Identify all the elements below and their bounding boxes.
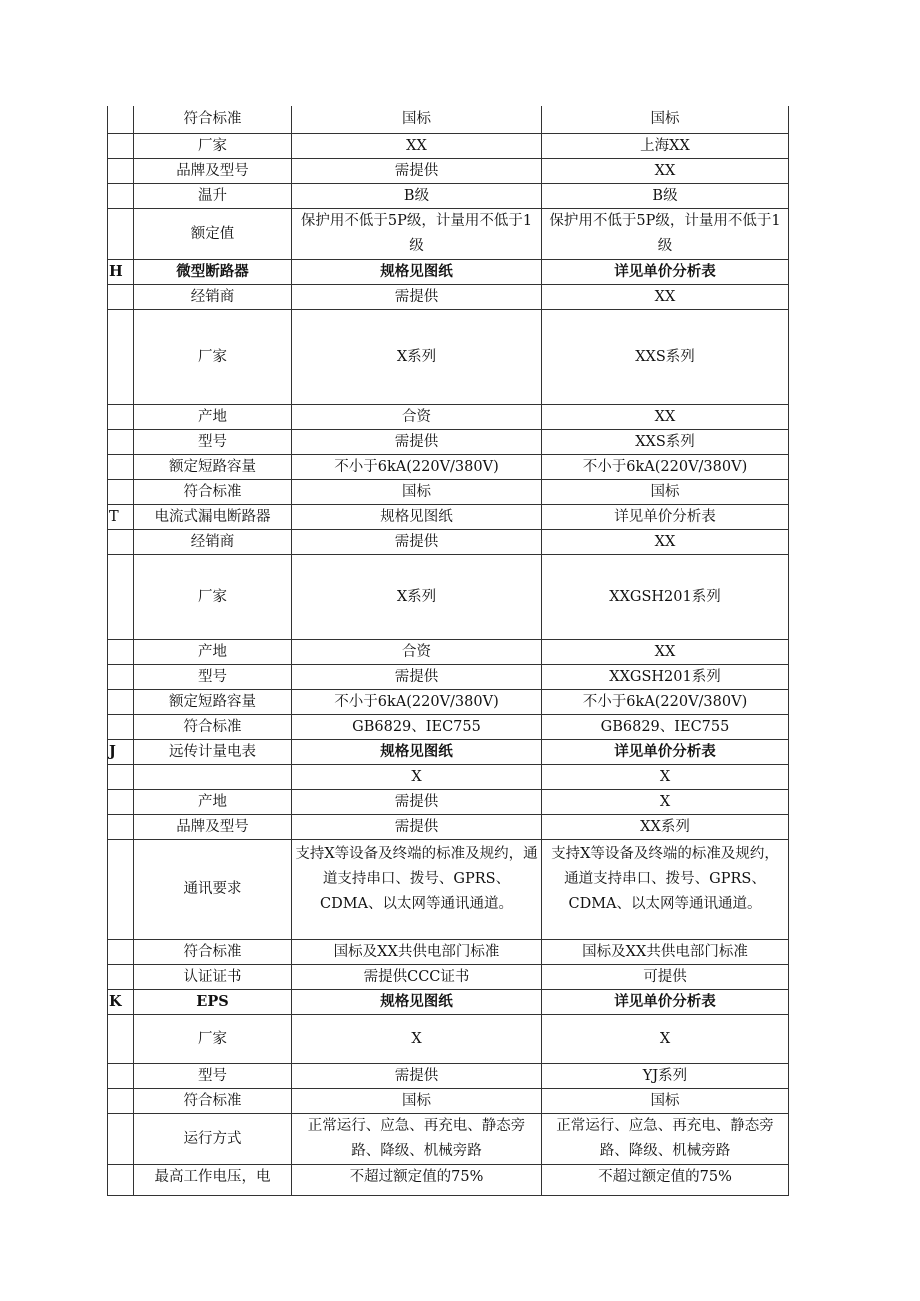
- requirement-value: 正常运行、应急、再充电、静态旁路、降级、机械旁路: [292, 1113, 542, 1164]
- table-row: [108, 429, 789, 454]
- table-row: [108, 554, 789, 639]
- requirement-value: 规格见图纸: [292, 259, 542, 284]
- requirement-value: 保护用不低于5P级，计量用不低于1级: [292, 208, 542, 259]
- section-row: [108, 989, 789, 1014]
- row-code: [108, 133, 134, 158]
- section-code: K: [108, 989, 134, 1014]
- table-row: [108, 789, 789, 814]
- requirement-value: 国标: [292, 1088, 542, 1113]
- section-row: [108, 739, 789, 764]
- requirement-value: B级: [292, 183, 542, 208]
- offer-value: XX: [542, 284, 789, 309]
- row-code: [108, 1113, 134, 1164]
- item-name: 符合标准: [134, 1088, 292, 1113]
- row-code: [108, 554, 134, 639]
- row-code: [108, 639, 134, 664]
- requirement-value: GB6829、IEC755: [292, 714, 542, 739]
- offer-value: XX: [542, 404, 789, 429]
- section-title: 微型断路器: [134, 259, 292, 284]
- requirement-value: 合资: [292, 404, 542, 429]
- row-code: [108, 284, 134, 309]
- requirement-value: 不超过额定值的75%: [292, 1164, 542, 1195]
- item-name: 符合标准: [134, 939, 292, 964]
- table-row: [108, 814, 789, 839]
- row-code: [108, 1014, 134, 1063]
- offer-value: 支持X等设备及终端的标准及规约，通道支持串口、拨号、GPRS、CDMA、以太网等通讯通道。: [542, 839, 789, 939]
- offer-value: XX: [542, 529, 789, 554]
- row-code: [108, 1164, 134, 1195]
- table-row: [108, 479, 789, 504]
- table-row: [108, 964, 789, 989]
- section-code: H: [108, 259, 134, 284]
- offer-value: 保护用不低于5P级，计量用不低于1级: [542, 208, 789, 259]
- table-row: [108, 939, 789, 964]
- item-name: 经销商: [134, 284, 292, 309]
- offer-value: 详见单价分析表: [542, 989, 789, 1014]
- row-code: [108, 789, 134, 814]
- specification-table: [107, 106, 789, 1196]
- requirement-value: 需提供: [292, 529, 542, 554]
- row-code: [108, 158, 134, 183]
- offer-value: XXGSH201系列: [542, 664, 789, 689]
- offer-value: 详见单价分析表: [542, 739, 789, 764]
- item-name: 厂家: [134, 554, 292, 639]
- row-code: [108, 106, 134, 133]
- offer-value: X: [542, 1014, 789, 1063]
- requirement-value: 需提供: [292, 1063, 542, 1088]
- requirement-value: 不小于6kA(220V/380V): [292, 454, 542, 479]
- item-name: 符合标准: [134, 479, 292, 504]
- table-row: [108, 106, 789, 133]
- row-code: [108, 429, 134, 454]
- row-code: [108, 939, 134, 964]
- requirement-value: 国标: [292, 479, 542, 504]
- offer-value: XXGSH201系列: [542, 554, 789, 639]
- requirement-value: 需提供: [292, 158, 542, 183]
- table-row: [108, 1088, 789, 1113]
- section-code: J: [108, 739, 134, 764]
- requirement-value: 国标及XX共供电部门标准: [292, 939, 542, 964]
- section-title: 电流式漏电断路器: [134, 504, 292, 529]
- item-name: 通讯要求: [134, 839, 292, 939]
- requirement-value: X: [292, 764, 542, 789]
- item-name: 额定短路容量: [134, 454, 292, 479]
- offer-value: 可提供: [542, 964, 789, 989]
- item-name: 最高工作电压，电: [134, 1164, 292, 1195]
- table-row: [108, 404, 789, 429]
- requirement-value: 国标: [292, 106, 542, 133]
- section-title: 远传计量电表: [134, 739, 292, 764]
- table-row: [108, 529, 789, 554]
- offer-value: 国标: [542, 1088, 789, 1113]
- item-name: 产地: [134, 789, 292, 814]
- requirement-value: X系列: [292, 554, 542, 639]
- row-code: [108, 964, 134, 989]
- table-row: [108, 689, 789, 714]
- table-row: [108, 133, 789, 158]
- item-name: 经销商: [134, 529, 292, 554]
- requirement-value: 规格见图纸: [292, 739, 542, 764]
- offer-value: XX: [542, 639, 789, 664]
- requirement-value: 需提供: [292, 429, 542, 454]
- offer-value: B级: [542, 183, 789, 208]
- offer-value: 正常运行、应急、再充电、静态旁路、降级、机械旁路: [542, 1113, 789, 1164]
- offer-value: 国标: [542, 106, 789, 133]
- offer-value: GB6829、IEC755: [542, 714, 789, 739]
- table-row: [108, 183, 789, 208]
- requirement-value: X系列: [292, 309, 542, 404]
- table-row: [108, 158, 789, 183]
- requirement-value: 需提供: [292, 814, 542, 839]
- item-name: 符合标准: [134, 106, 292, 133]
- section-title: EPS: [134, 989, 292, 1014]
- item-name: 运行方式: [134, 1113, 292, 1164]
- offer-value: 不超过额定值的75%: [542, 1164, 789, 1195]
- table-row: [108, 1113, 789, 1164]
- item-name: 认证证书: [134, 964, 292, 989]
- section-row: [108, 259, 789, 284]
- requirement-value: 不小于6kA(220V/380V): [292, 689, 542, 714]
- row-code: [108, 404, 134, 429]
- offer-value: 国标: [542, 479, 789, 504]
- row-code: [108, 839, 134, 939]
- requirement-value: 需提供: [292, 284, 542, 309]
- item-name: 额定值: [134, 208, 292, 259]
- requirement-value: 需提供CCC证书: [292, 964, 542, 989]
- item-name: 型号: [134, 664, 292, 689]
- section-row: [108, 504, 789, 529]
- row-code: [108, 479, 134, 504]
- item-name: 型号: [134, 1063, 292, 1088]
- requirement-value: 需提供: [292, 789, 542, 814]
- item-name: 品牌及型号: [134, 158, 292, 183]
- row-code: [108, 714, 134, 739]
- table-row: [108, 639, 789, 664]
- row-code: [108, 1088, 134, 1113]
- item-name: 额定短路容量: [134, 689, 292, 714]
- table-row: [108, 1063, 789, 1088]
- row-code: [108, 814, 134, 839]
- table-row: [108, 664, 789, 689]
- item-name: 温升: [134, 183, 292, 208]
- requirement-value: XX: [292, 133, 542, 158]
- offer-value: XXS系列: [542, 309, 789, 404]
- item-name: 产地: [134, 639, 292, 664]
- requirement-value: 支持X等设备及终端的标准及规约，通道支持串口、拨号、GPRS、CDMA、以太网等通讯通道。: [292, 839, 542, 939]
- offer-value: XX系列: [542, 814, 789, 839]
- offer-value: 国标及XX共供电部门标准: [542, 939, 789, 964]
- row-code: [108, 208, 134, 259]
- row-code: [108, 689, 134, 714]
- offer-value: YJ系列: [542, 1063, 789, 1088]
- row-code: [108, 529, 134, 554]
- row-code: [108, 1063, 134, 1088]
- table-row: [108, 454, 789, 479]
- table-row: [108, 208, 789, 259]
- item-name: [134, 764, 292, 789]
- table-row: [108, 1164, 789, 1195]
- offer-value: X: [542, 764, 789, 789]
- requirement-value: X: [292, 1014, 542, 1063]
- row-code: [108, 183, 134, 208]
- item-name: 厂家: [134, 309, 292, 404]
- table-row: [108, 839, 789, 939]
- item-name: 产地: [134, 404, 292, 429]
- requirement-value: 规格见图纸: [292, 504, 542, 529]
- row-code: [108, 764, 134, 789]
- row-code: [108, 454, 134, 479]
- section-code: T: [108, 504, 134, 529]
- item-name: 品牌及型号: [134, 814, 292, 839]
- item-name: 厂家: [134, 1014, 292, 1063]
- table-row: [108, 309, 789, 404]
- offer-value: 上海XX: [542, 133, 789, 158]
- requirement-value: 规格见图纸: [292, 989, 542, 1014]
- offer-value: XX: [542, 158, 789, 183]
- table-row: [108, 1014, 789, 1063]
- item-name: 型号: [134, 429, 292, 454]
- offer-value: XXS系列: [542, 429, 789, 454]
- table-row: [108, 284, 789, 309]
- offer-value: 详见单价分析表: [542, 259, 789, 284]
- item-name: 符合标准: [134, 714, 292, 739]
- requirement-value: 需提供: [292, 664, 542, 689]
- offer-value: 不小于6kA(220V/380V): [542, 689, 789, 714]
- item-name: 厂家: [134, 133, 292, 158]
- table-row: [108, 714, 789, 739]
- table-row: [108, 764, 789, 789]
- offer-value: 不小于6kA(220V/380V): [542, 454, 789, 479]
- requirement-value: 合资: [292, 639, 542, 664]
- offer-value: 详见单价分析表: [542, 504, 789, 529]
- row-code: [108, 309, 134, 404]
- row-code: [108, 664, 134, 689]
- offer-value: X: [542, 789, 789, 814]
